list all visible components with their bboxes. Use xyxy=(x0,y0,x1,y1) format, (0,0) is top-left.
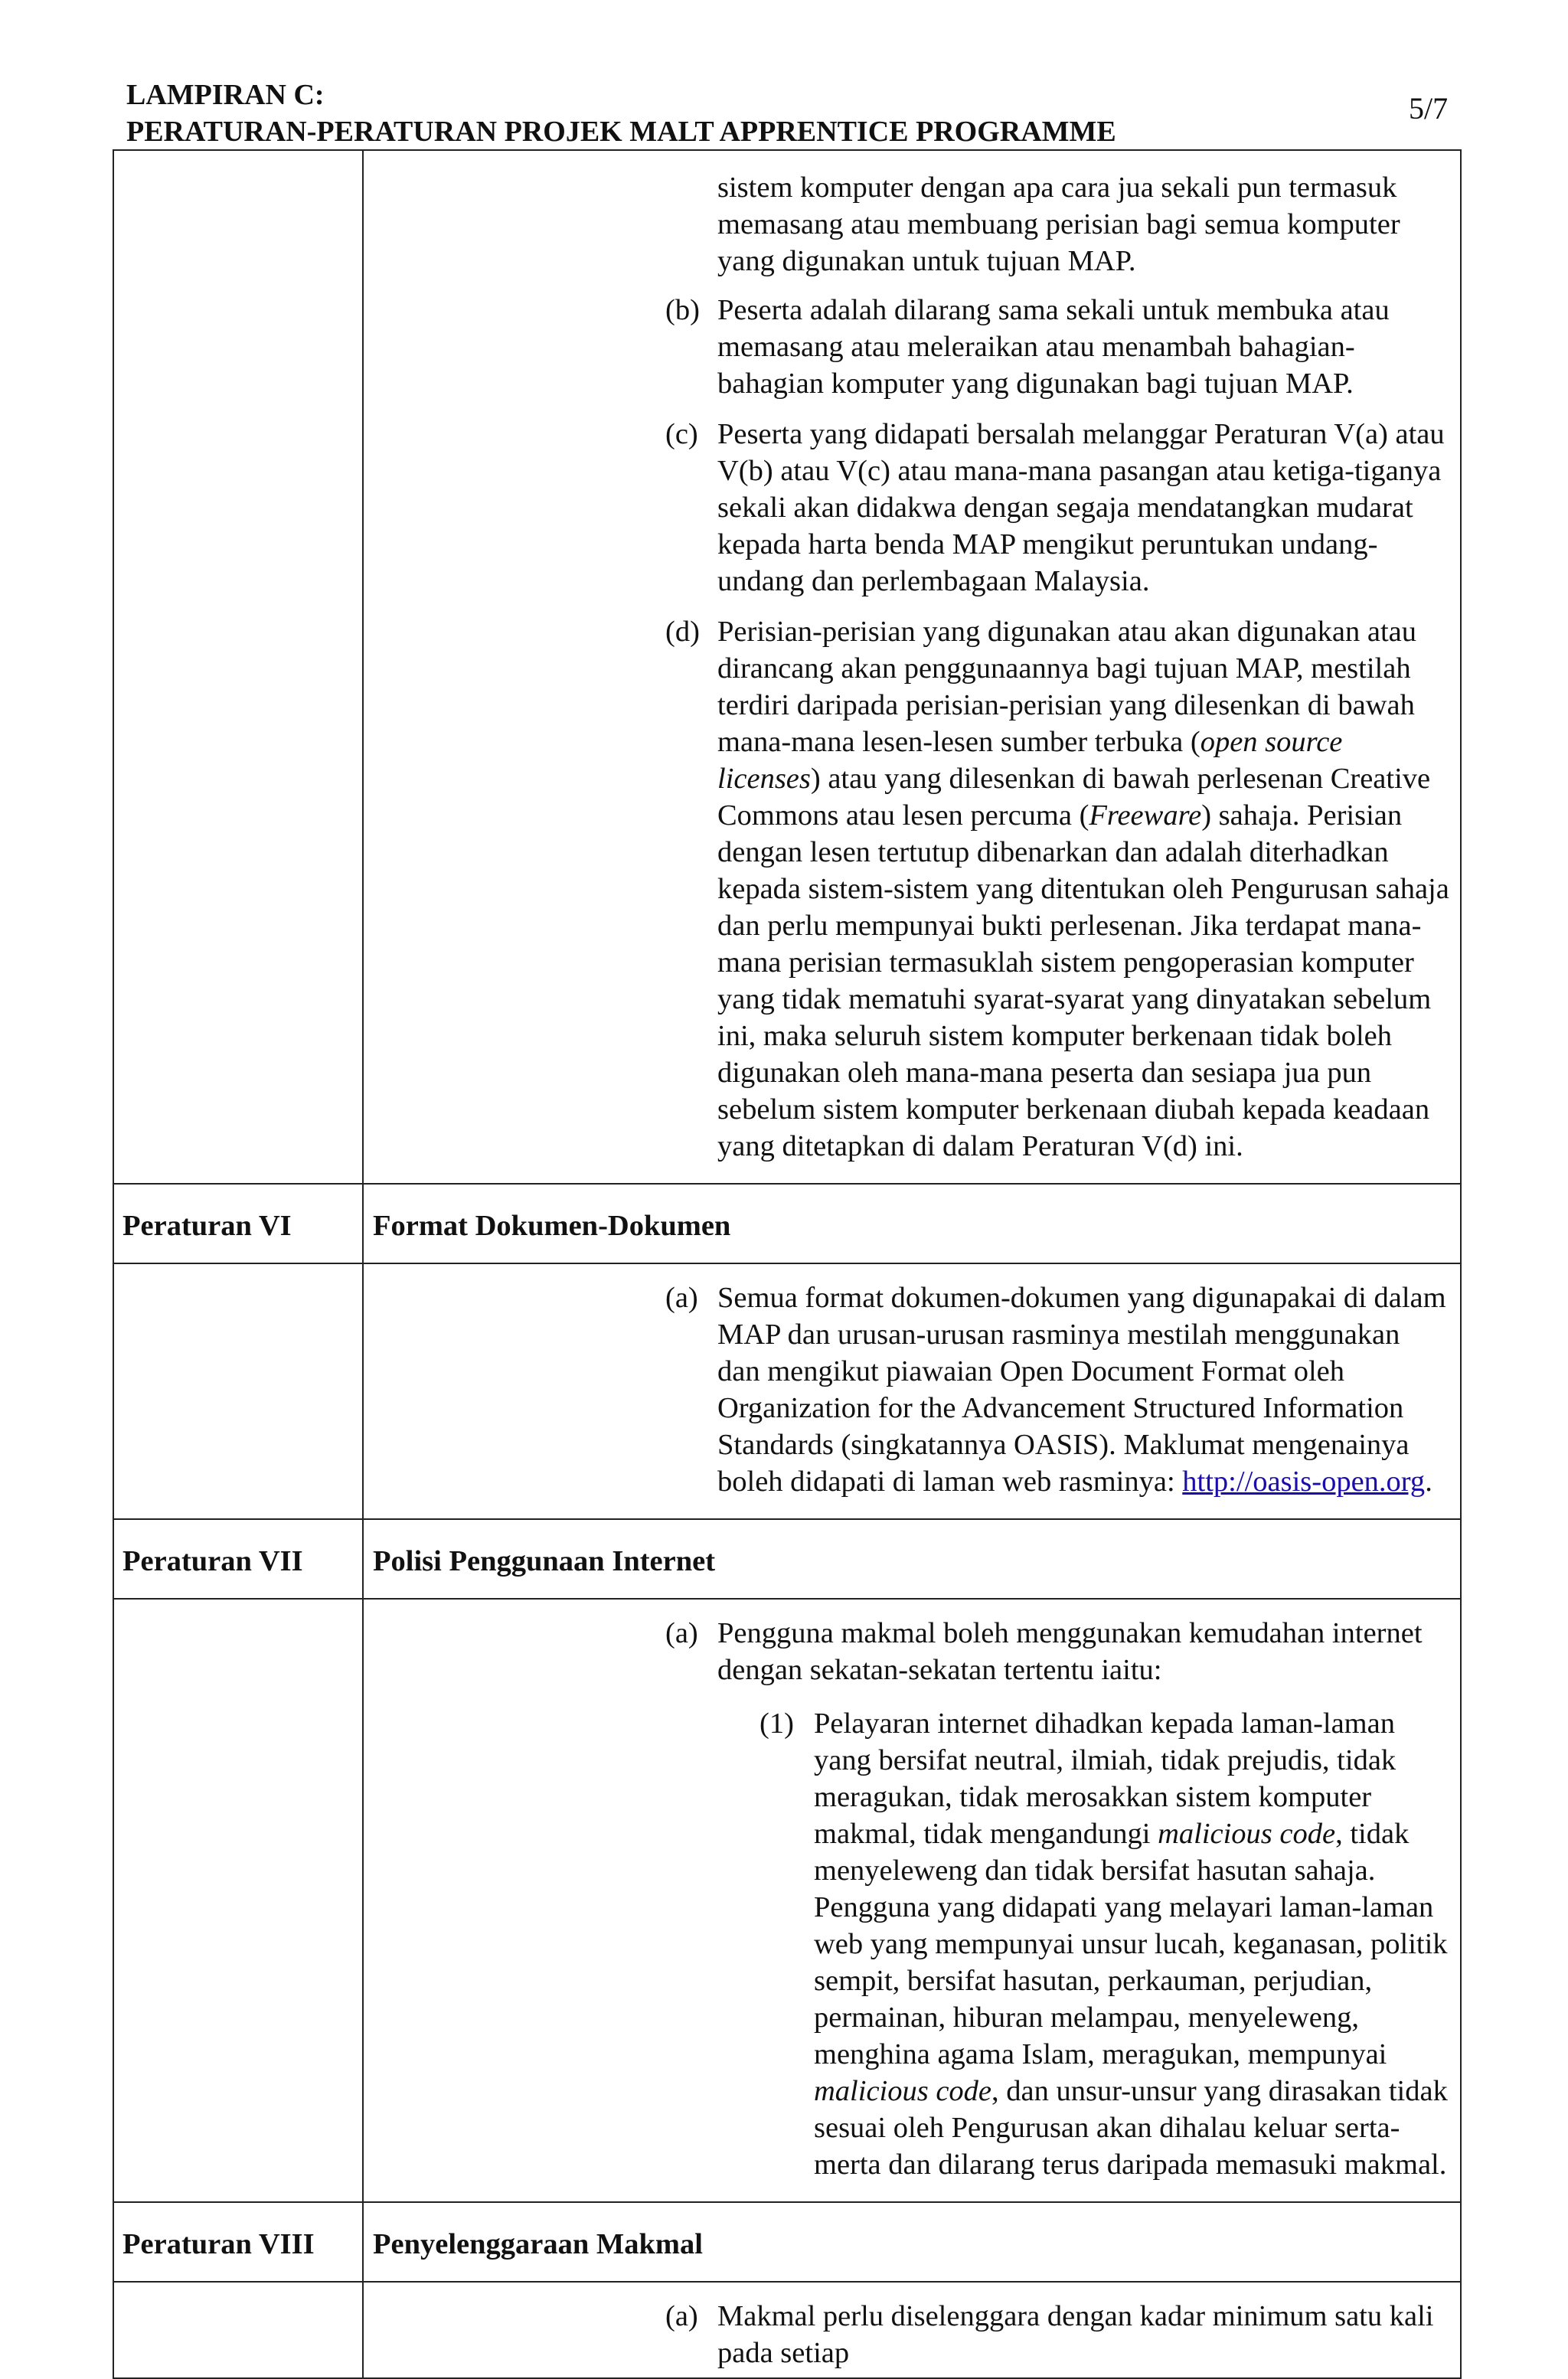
rule-vi-item-a xyxy=(364,1279,1449,1500)
rule-v-item-b xyxy=(364,292,1449,402)
subitem-marker: (1) xyxy=(760,1707,794,1740)
subitem-text-italic: malicious code xyxy=(814,2075,992,2107)
rule-title-viii: Penyelenggaraan Makmal xyxy=(363,2202,1461,2282)
subitem-text: Pelayaran internet dihadkan kepada laman-laman yang bersifat neutral, ilmiah, tidak prejudis, tidak meragukan, tidak merosakkan sistem komputer makmal, tidak mengandungi xyxy=(814,1707,1396,1850)
rules-table xyxy=(113,149,1462,2379)
header-title-line1: LAMPIRAN C: xyxy=(126,79,325,111)
header-title-line2: PERATURAN-PERATURAN PROJEK MALT APPRENTICE PROGRAMME xyxy=(126,116,1116,148)
table-row xyxy=(113,1263,1461,1519)
rule-label-vi: Peraturan VI xyxy=(113,1184,363,1263)
rule-viii-item-a xyxy=(364,2298,1449,2371)
page-number: 5/7 xyxy=(1409,91,1449,126)
table-row xyxy=(113,1519,1461,1599)
rule-vii-item-a xyxy=(364,1615,1449,1688)
item-text: Pengguna makmal boleh menggunakan kemudahan internet dengan sekatan-sekatan tertentu iaitu: xyxy=(717,1617,1423,1686)
item-text: Perisian-perisian yang digunakan atau akan digunakan atau dirancang akan penggunaannya bagi tujuan MAP, mestilah terdiri daripada perisian-perisian yang dilesenkan di bawah mana-mana lesen-lesen sumber terbuka ( xyxy=(717,616,1416,758)
rule-label-vii: Peraturan VII xyxy=(113,1519,363,1599)
rule-viii-body xyxy=(363,2282,1461,2378)
table-row xyxy=(113,150,1461,1184)
label-cell-empty xyxy=(113,1263,363,1519)
subitem-text: , dan unsur-unsur yang dirasakan tidak sesuai oleh Pengurusan akan dihalau keluar serta-merta dan dilarang terus daripada memasuki makmal. xyxy=(814,2075,1448,2181)
rule-vii-body xyxy=(363,1599,1461,2202)
rule-v-continuation xyxy=(363,150,1461,1184)
item-text-end: . xyxy=(1425,1466,1432,1498)
subitem-text: , tidak menyeleweng dan tidak bersifat hasutan sahaja. Pengguna yang didapati yang melayari laman-laman web yang mempunyai unsur lucah, keganasan, politik sempit, bersifat hasutan, perkauman, perjudian, permainan, hiburan melampau, menyeleweng, menghina agama Islam, meragukan, mempunyai xyxy=(814,1818,1448,2070)
item-marker: (a) xyxy=(665,1617,698,1649)
item-marker: (b) xyxy=(665,294,700,326)
item-text: Semua format dokumen-dokumen yang digunapakai di dalam MAP dan urusan-urusan rasminya mestilah menggunakan dan mengikut piawaian Open Document Format oleh Organization for the Advancement Structured Information Standards (singkatannya OASIS). Maklumat mengenainya boleh didapati di laman web rasminya: xyxy=(717,1282,1446,1498)
table-row xyxy=(113,1599,1461,2202)
item-marker: (a) xyxy=(665,2300,698,2332)
item-text: Peserta yang didapati bersalah melanggar Peraturan V(a) atau V(b) atau V(c) atau mana-mana pasangan atau ketiga-tiganya sekali akan didakwa dengan segaja mendatangkan mudarat kepada harta benda MAP mengikut peruntukan undang-undang dan perlembagaan Malaysia. xyxy=(717,418,1445,597)
item-text: Makmal perlu diselenggara dengan kadar minimum satu kali pada setiap xyxy=(717,2300,1434,2369)
item-text: ) sahaja. Perisian dengan lesen tertutup dibenarkan dan adalah diterhadkan kepada sistem-sistem yang ditentukan oleh Pengurusan sahaja dan perlu mempunyai bukti perlesenan. Jika terdapat mana-mana perisian termasuklah sistem pengoperasian komputer yang tidak mematuhi syarat-syarat yang dinyatakan sebelum ini, maka seluruh sistem komputer berkenaan tidak boleh digunakan oleh mana-mana peserta dan sesiapa jua pun sebelum sistem komputer berkenaan diubah kepada keadaan yang ditetapkan di dalam Peraturan V(d) ini. xyxy=(717,799,1449,1162)
table-row xyxy=(113,2202,1461,2282)
subitem-text-italic: malicious code xyxy=(1158,1818,1336,1850)
item-text: ) atau yang dilesenkan di bawah perlesenan Creative Commons atau lesen percuma ( xyxy=(717,763,1431,832)
item-text-italic: open source licenses xyxy=(717,726,1343,795)
rule-v-lead-text: sistem komputer dengan apa cara jua sekali pun termasuk memasang atau membuang perisian bagi semua komputer yang digunakan untuk tujuan MAP. xyxy=(717,172,1400,277)
rule-vi-body xyxy=(363,1263,1461,1519)
rule-title-vii: Polisi Penggunaan Internet xyxy=(363,1519,1461,1599)
document-header xyxy=(126,77,1474,150)
rule-v-item-d xyxy=(364,613,1449,1165)
rule-v-item-c xyxy=(364,416,1449,600)
item-text: Peserta adalah dilarang sama sekali untuk membuka atau memasang atau meleraikan atau menambah bahagian-bahagian komputer yang digunakan bagi tujuan MAP. xyxy=(717,294,1390,400)
label-cell-empty xyxy=(113,2282,363,2378)
rule-title-vi: Format Dokumen-Dokumen xyxy=(363,1184,1461,1263)
label-cell-empty xyxy=(113,150,363,1184)
oasis-link[interactable]: http://oasis-open.org xyxy=(1182,1466,1426,1498)
item-marker: (d) xyxy=(665,616,700,648)
rule-label-viii: Peraturan VIII xyxy=(113,2202,363,2282)
table-row xyxy=(113,1184,1461,1263)
item-marker: (a) xyxy=(665,1282,698,1314)
rule-vii-subitem-1 xyxy=(364,1705,1449,2183)
table-row xyxy=(113,2282,1461,2378)
label-cell-empty xyxy=(113,1599,363,2202)
item-marker: (c) xyxy=(665,418,698,450)
item-text-italic: Freeware xyxy=(1089,799,1202,832)
